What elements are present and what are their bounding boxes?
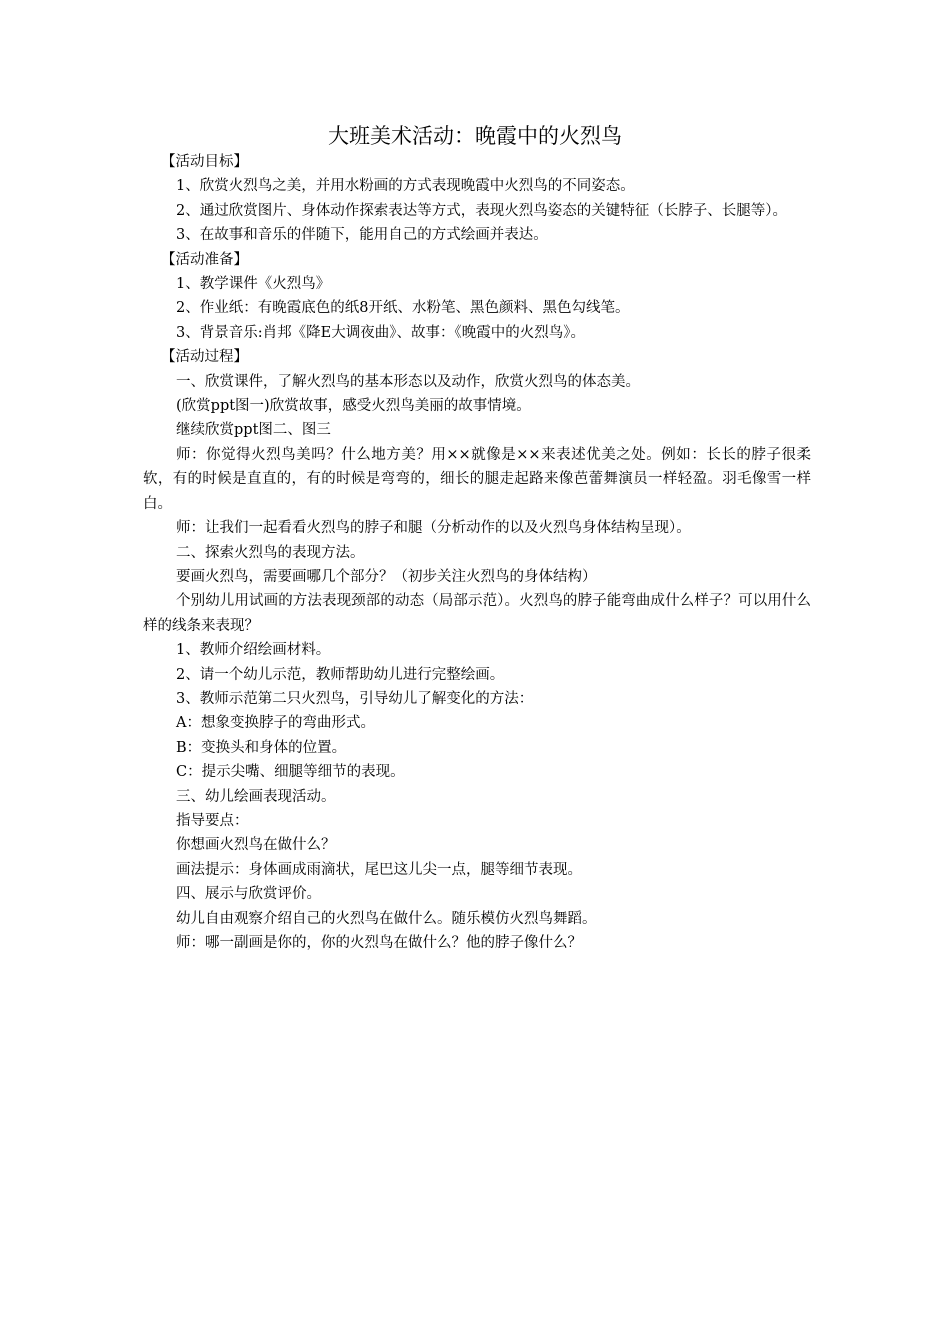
process-line: 幼儿自由观察介绍自己的火烈鸟在做什么。随乐模仿火烈鸟舞蹈。 [176,910,597,927]
process-line: 指导要点： [176,812,249,829]
goal-item-2: 2、通过欣赏图片、身体动作探索表达等方式，表现火烈鸟姿态的关键特征（长脖子、长腿等）。 [176,202,787,219]
process-line: A：想象变换脖子的弯曲形式。 [176,715,375,732]
process-line: 师：哪一副画是你的，你的火烈鸟在做什么？他的脖子像什么？ [176,935,582,951]
goal-item-3: 3、在故事和音乐的伴随下，能用自己的方式绘画并表达。 [176,227,548,244]
process-line: 个别幼儿用试画的方法表现颈部的动态（局部示范）。火烈鸟的脖子能弯曲成什么样子？可以用什么样的线条来表现？ [143,593,811,634]
document-body [143,150,811,955]
preparation-item-2: 2、作业纸：有晚霞底色的纸8开纸、水粉笔、黑色颜料、黑色勾线笔。 [176,300,630,317]
process-line: 2、请一个幼儿示范，教师帮助幼儿进行完整绘画。 [176,666,505,683]
process-line: 要画火烈鸟，需要画哪几个部分？（初步关注火烈鸟的身体结构） [176,568,597,585]
process-line: 师：让我们一起看看火烈鸟的脖子和腿（分析动作的以及火烈鸟身体结构呈现）。 [176,520,691,537]
process-line: 你想画火烈鸟在做什么？ [176,837,336,854]
process-line: 画法提示：身体画成雨滴状，尾巴这儿尖一点，腿等细节表现。 [176,861,582,878]
process-line: C：提示尖嘴、细腿等细节的表现。 [176,764,405,781]
preparation-item-3: 3、背景音乐:肖邦《降E大调夜曲》、故事：《晚霞中的火烈鸟》。 [176,324,585,341]
goal-item-1: 1、欣赏火烈鸟之美，并用水粉画的方式表现晚霞中火烈鸟的不同姿态。 [176,178,635,195]
process-line: 继续欣赏ppt图二、图三 [176,422,331,439]
process-line: 二、探索火烈鸟的表现方法。 [176,544,365,561]
document-title: 大班美术活动：晚霞中的火烈鸟 [328,124,622,148]
section-heading-goals: 【活动目标】 [161,154,248,170]
process-line: B：变换头和身体的位置。 [176,739,347,756]
process-line: 三、幼儿绘画表现活动。 [176,788,336,805]
process-line: 3、教师示范第二只火烈鸟，引导幼儿了解变化的方法： [176,690,534,707]
section-heading-process: 【活动过程】 [161,349,248,366]
process-line: 1、教师介绍绘画材料。 [176,642,331,659]
process-line: (欣赏ppt图一)欣赏故事，感受火烈鸟美丽的故事情境。 [176,398,531,415]
process-line: 师：你觉得火烈鸟美吗？什么地方美？用××就像是××来表述优美之处。例如：长长的脖子很柔软，有的时候是直直的，有的时候是弯弯的，细长的腿走起路来像芭蕾舞演员一样轻盈。羽毛像雪一样白。 [143,446,811,512]
section-heading-preparation: 【活动准备】 [161,251,248,268]
process-line: 一、欣赏课件，了解火烈鸟的基本形态以及动作，欣赏火烈鸟的体态美。 [176,373,640,390]
process-line: 四、展示与欣赏评价。 [176,886,321,903]
preparation-item-1: 1、教学课件《火烈鸟》 [176,276,331,293]
